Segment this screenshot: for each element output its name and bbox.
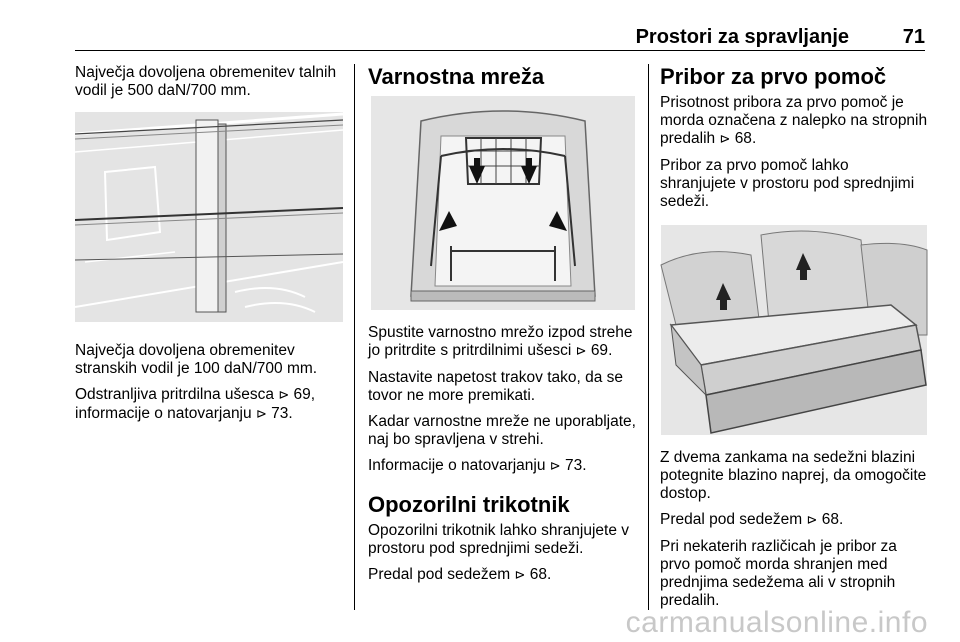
paragraph: Največja dovoljena obremenitev stranskih vodil je 100 daN/700 mm.: [75, 342, 318, 377]
text-run: .: [582, 457, 587, 474]
page-ref[interactable]: 68: [821, 511, 839, 528]
header-rule: [75, 50, 925, 51]
column-3: [660, 64, 928, 618]
page-ref[interactable]: 68: [529, 566, 547, 583]
page-ref[interactable]: 73: [565, 457, 583, 474]
section-heading: Pribor za prvo pomoč: [660, 64, 887, 89]
text-run: .: [751, 130, 757, 147]
text-run: .: [608, 342, 613, 359]
paragraph: Z dvema zankama na sedežni blazini potegnite blazino naprej, da omogočite dostop.: [660, 449, 927, 502]
seat-cushion-illustration: [660, 225, 928, 435]
section-heading: Varnostna mreža: [368, 64, 545, 89]
arrow-ref-icon: ⊳: [255, 407, 267, 422]
text-run: Predal pod sedežem: [368, 566, 515, 583]
text-run: Informacije o natovarjanju: [368, 457, 550, 474]
text-run: Predal pod sedežem: [660, 511, 807, 528]
column-1: [75, 64, 343, 432]
paragraph: [660, 94, 928, 149]
arrow-ref-icon: ⊳: [575, 344, 587, 359]
arrow-ref-icon: ⊳: [719, 132, 731, 147]
paragraph: [75, 386, 343, 424]
arrow-ref-icon: ⊳: [514, 568, 526, 583]
paragraph: Opozorilni trikotnik lahko shranjujete v prostoru pod sprednjimi sedeži.: [368, 522, 630, 557]
text-run: Spustite varnostno mrežo izpod strehe jo pritrdite s pritrdilnimi ušesci: [368, 324, 633, 359]
page-ref[interactable]: 69: [590, 342, 609, 359]
safety-net-illustration: [368, 96, 638, 310]
arrow-ref-icon: ⊳: [549, 459, 561, 474]
text-run: Prisotnost pribora za prvo pomoč je morda označena z nalepko na stropnih predalih: [660, 94, 928, 147]
text-run: .: [838, 511, 844, 528]
paragraph: Kadar varnostne mreže ne uporabljate, naj bo spravljena v strehi.: [368, 413, 636, 448]
text-run: Odstranljiva pritrdilna ušesca: [75, 386, 279, 403]
section-title: Prostori za spravljanje: [635, 26, 849, 48]
arrow-ref-icon: ⊳: [806, 513, 818, 528]
section-heading: Opozorilni trikotnik: [368, 492, 570, 517]
text-run: .: [288, 405, 293, 422]
watermark: carmanualsonline.info: [625, 606, 928, 639]
paragraph: Največja dovoljena obremenitev talnih vodil je 500 daN/700 mm.: [75, 64, 337, 99]
paragraph: Pribor za prvo pomoč lahko shranjujete v prostoru pod sprednjimi sedeži.: [660, 157, 915, 210]
text-run: .: [546, 566, 552, 583]
text-run: , informacije o natovarjanju: [75, 386, 316, 422]
paragraph: Pri nekaterih različicah je pribor za prvo pomoč morda shranjen med prednjima sedežema ali v stropnih predalih.: [660, 538, 897, 609]
page-ref[interactable]: 69: [293, 386, 311, 403]
page-header: [75, 26, 925, 54]
paragraph: [368, 457, 638, 476]
column-divider: [354, 64, 355, 610]
arrow-ref-icon: ⊳: [278, 388, 290, 403]
column-2: [368, 64, 638, 593]
page-ref[interactable]: 73: [271, 405, 289, 422]
paragraph: Nastavite napetost trakov tako, da se tovor ne more premikati.: [368, 369, 624, 404]
paragraph: [660, 511, 928, 530]
page-number: 71: [902, 26, 925, 48]
cargo-rail-illustration: [75, 112, 343, 322]
paragraph: [368, 566, 638, 585]
paragraph: [368, 324, 638, 361]
page-ref[interactable]: 68: [734, 130, 752, 147]
column-divider: [648, 64, 649, 610]
